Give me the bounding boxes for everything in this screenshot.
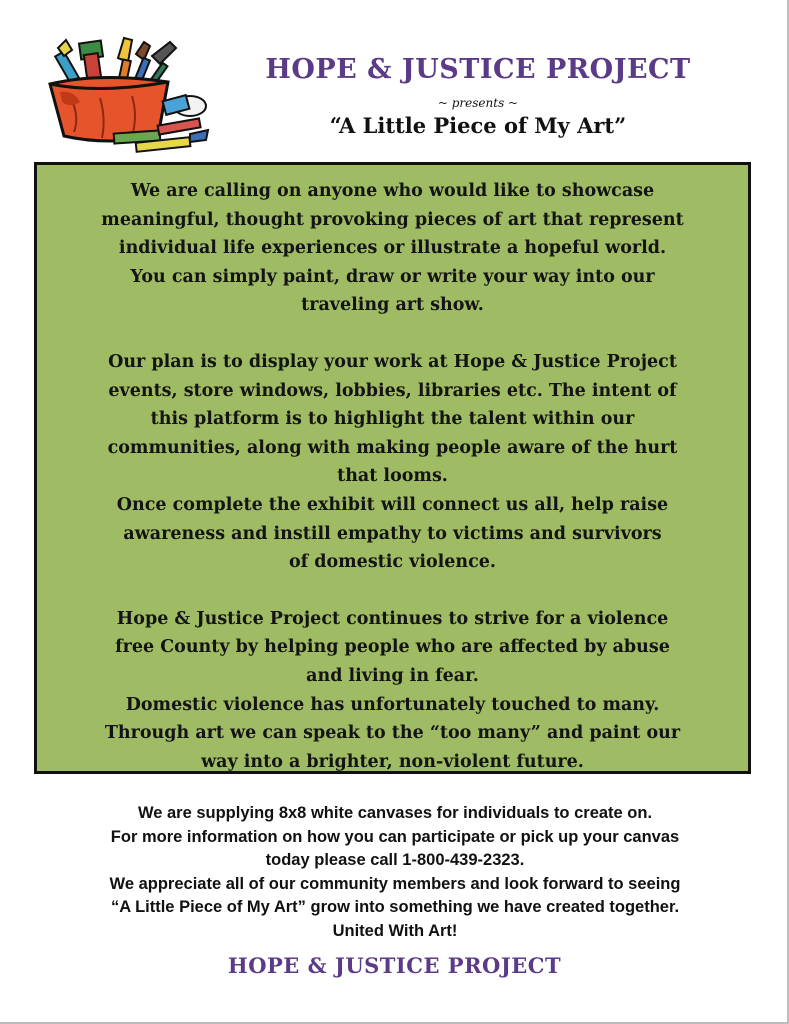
footer-info xyxy=(30,802,760,944)
footer-line: “A Little Piece of My Art” grow into something we have created together. xyxy=(110,898,680,917)
body-line: events, store windows, lobbies, libraries etc. The intent of xyxy=(108,380,677,401)
presents-label: ~ presents ~ xyxy=(437,96,519,110)
footer-line: For more information on how you can participate or pick up your canvas xyxy=(110,827,680,846)
paint-bucket-brushes-icon xyxy=(40,36,215,154)
show-title: “A Little Piece of My Art” xyxy=(329,113,627,138)
footer-org-title: HOPE & JUSTICE PROJECT xyxy=(227,953,562,978)
call-for-art-box xyxy=(34,162,751,774)
body-line: free County by helping people who are affected by abuse xyxy=(115,637,670,658)
body-line: You can simply paint, draw or write your way into our xyxy=(130,266,655,287)
body-line: traveling art show. xyxy=(301,295,484,316)
body-line: Through art we can speak to the “too many” and paint our xyxy=(104,723,681,744)
body-line: Our plan is to display your work at Hope & Justice Project xyxy=(108,351,677,372)
body-line: of domestic violence. xyxy=(288,552,497,573)
body-line: Domestic violence has unfortunately touched to many. xyxy=(125,694,660,715)
body-line: Once complete the exhibit will connect us all, help raise xyxy=(116,494,669,515)
body-line: way into a brighter, non-violent future. xyxy=(201,751,584,772)
body-line: individual life experiences or illustrate a hopeful world. xyxy=(118,238,667,259)
org-title: HOPE & JUSTICE PROJECT xyxy=(265,54,691,85)
paragraph-gap xyxy=(51,577,734,605)
body-line: meaningful, thought provoking pieces of art that represent xyxy=(101,209,684,230)
body-line: this platform is to highlight the talent within our xyxy=(150,409,635,430)
footer-line: We appreciate all of our community members and look forward to seeing xyxy=(109,874,681,893)
footer-line: today please call 1-800-439-2323. xyxy=(265,851,525,870)
body-line: communities, along with making people aware of the hurt xyxy=(107,437,678,458)
paragraph-gap xyxy=(51,320,734,348)
body-line: Hope & Justice Project continues to strive for a violence xyxy=(116,608,669,629)
body-line: that looms. xyxy=(337,466,448,487)
body-line: awareness and instill empathy to victims and survivors xyxy=(123,523,662,544)
body-line: We are calling on anyone who would like to showcase xyxy=(130,181,655,201)
footer-line: We are supplying 8x8 white canvases for individuals to create on. xyxy=(137,804,653,822)
footer-line: United With Art! xyxy=(332,921,458,940)
body-line: and living in fear. xyxy=(306,665,479,686)
